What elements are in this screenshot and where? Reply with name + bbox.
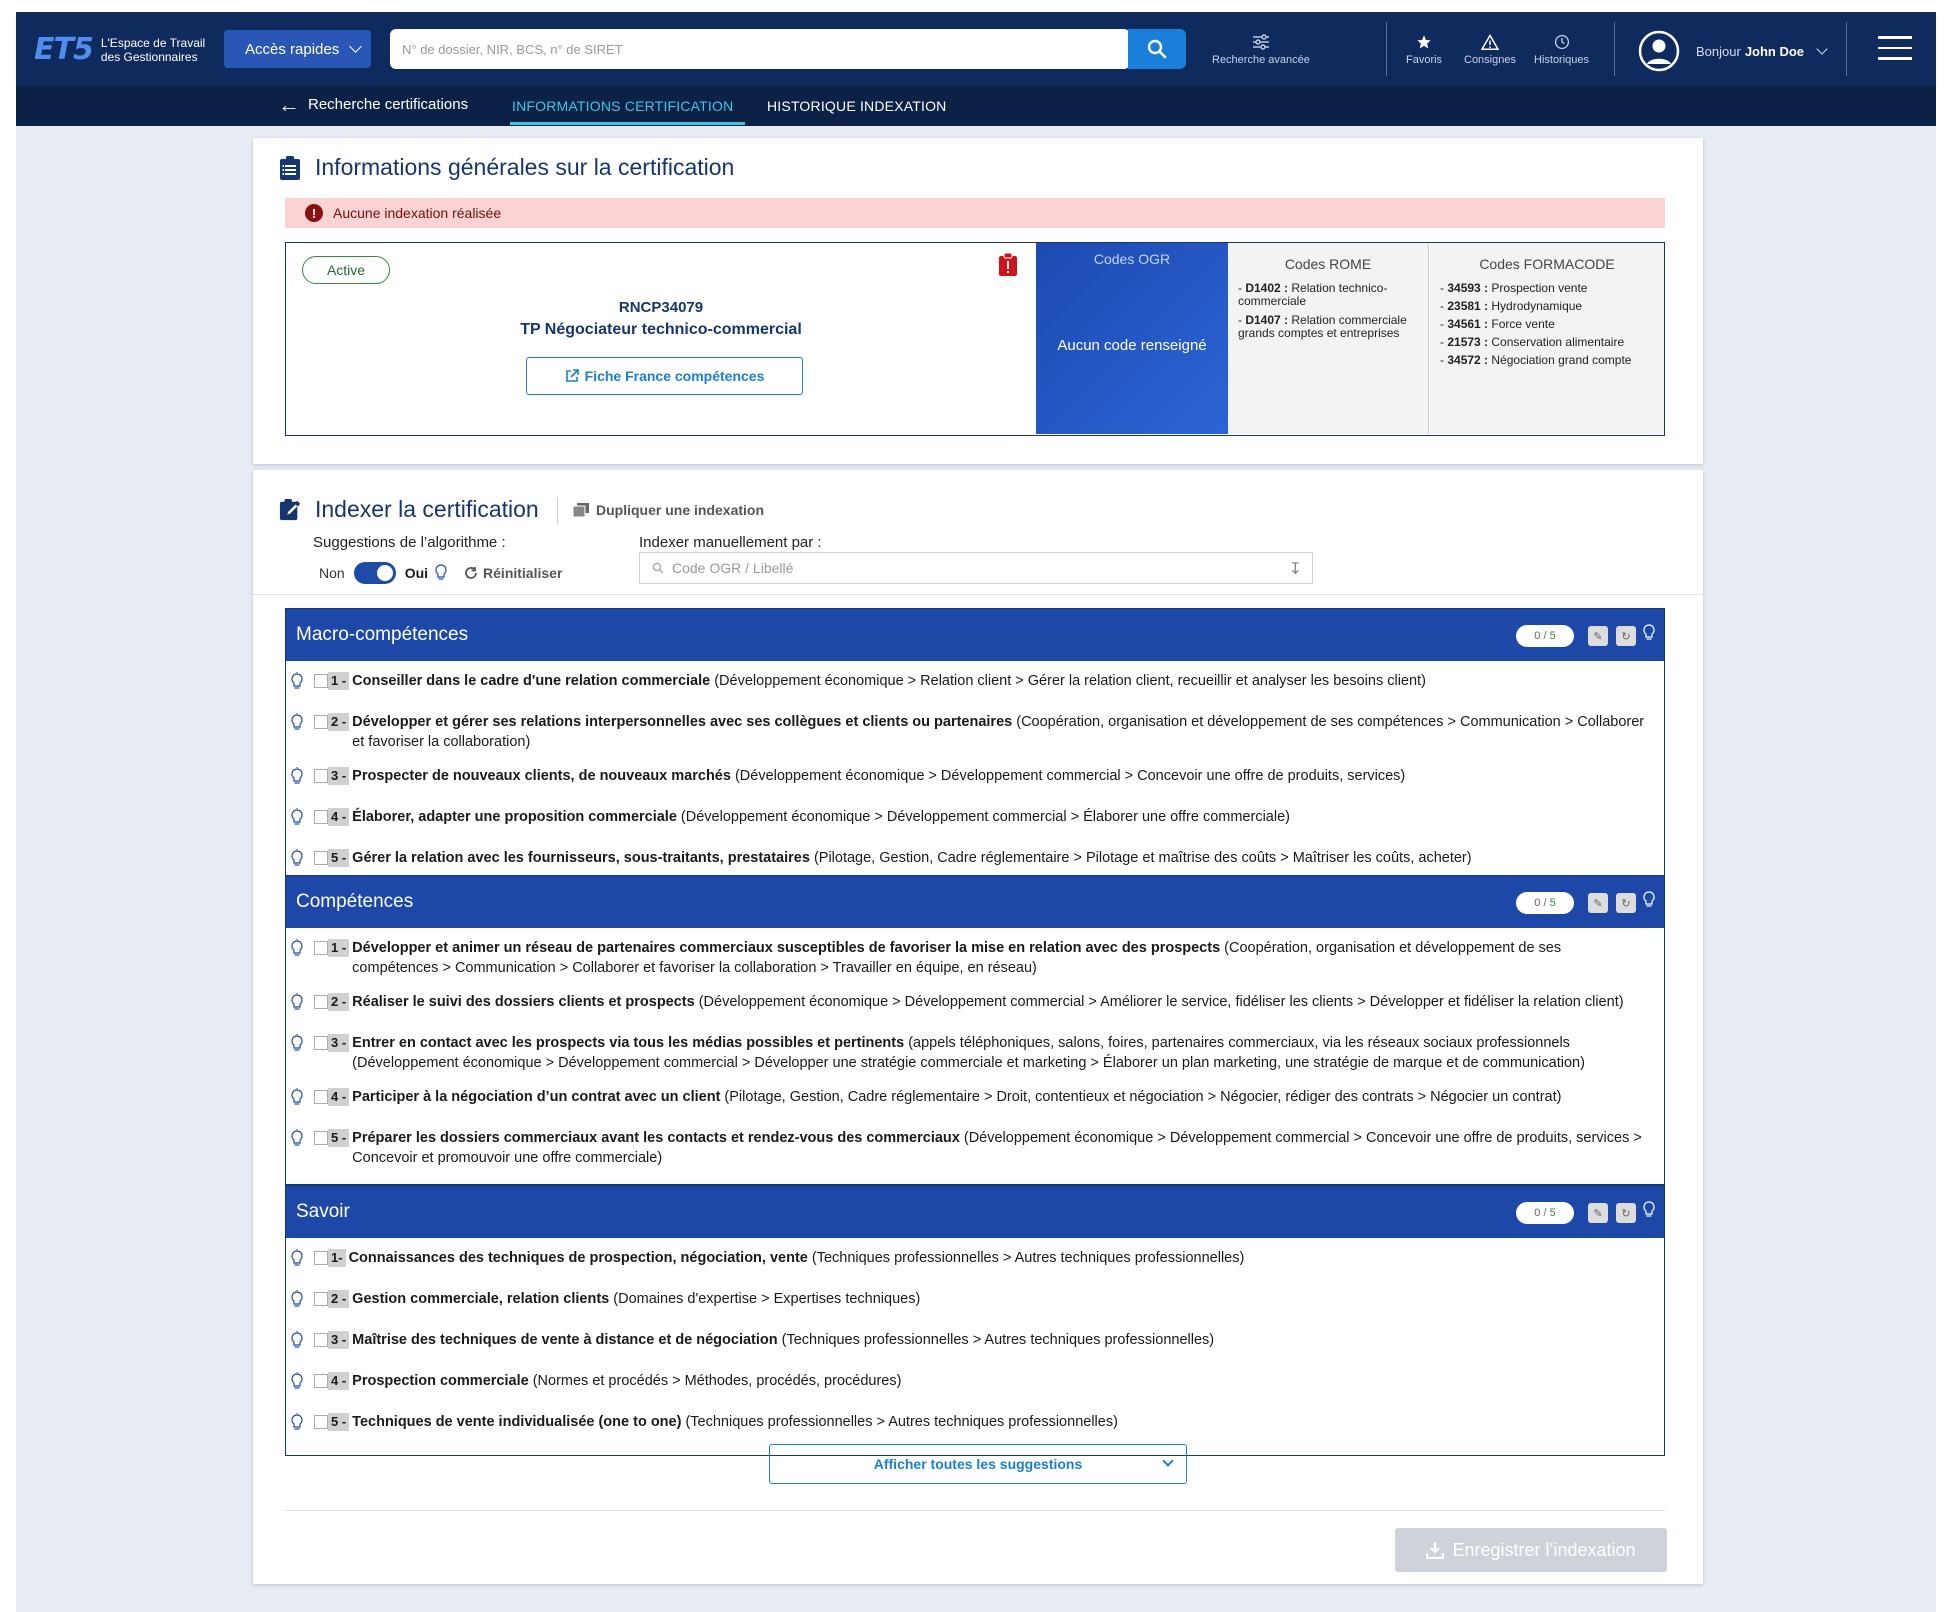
item-path: (Techniques professionnelles > Autres techniques professionnelles): [807, 1250, 1245, 1266]
logo-line-2: des Gestionnaires: [100, 49, 198, 64]
panel-header: [286, 609, 1664, 661]
quick-access-button[interactable]: [224, 30, 371, 68]
historiques-link[interactable]: [1534, 34, 1589, 66]
item-path: (Développement économique > Développement commercial > Concevoir une offre de produits, services): [730, 768, 1406, 784]
search-icon: [652, 562, 664, 574]
lightbulb-icon: [290, 939, 310, 965]
item-label: Développer et animer un réseau de partenaires commerciaux susceptibles de favoriser la mise en relation avec des prospects: [352, 940, 1221, 956]
edit-icon[interactable]: ✎: [1588, 893, 1608, 913]
list-item: [290, 1330, 1650, 1357]
back-label: Recherche certifications: [308, 96, 469, 113]
tab-informations-certification[interactable]: INFORMATIONS CERTIFICATION: [512, 98, 734, 114]
item-path: (Développement économique > Développement commercial > Améliorer le service, fidéliser les clients > Développer et fidéliser la relation client): [694, 994, 1624, 1010]
sliders-icon: [1252, 34, 1270, 50]
refresh-icon: [464, 566, 478, 580]
item-checkbox[interactable]: [314, 941, 328, 955]
item-path: (Coopération, organisation et développement de ses compétences > Communication > Collaborer et favoriser la collaboration): [352, 714, 1645, 750]
status-badge: Active: [302, 256, 390, 284]
lightbulb-icon: [290, 849, 310, 875]
sub-navigation: [16, 86, 1936, 126]
item-checkbox[interactable]: [314, 769, 328, 783]
indexer-card: [253, 470, 1703, 1584]
item-text: [349, 766, 1405, 786]
selection-counter: 0 / 5: [1516, 625, 1574, 647]
lightbulb-icon: [290, 808, 310, 834]
clipboard-list-icon: [279, 156, 301, 180]
item-checkbox[interactable]: [314, 674, 328, 688]
indexer-heading: [279, 496, 539, 523]
save-label: Enregistrer l’indexation: [1452, 1539, 1636, 1560]
item-path: (Domaines d'expertise > Expertises techniques): [609, 1291, 921, 1307]
algo-suggestions-label: Suggestions de l’algorithme :: [313, 534, 506, 551]
lightbulb-icon: [290, 1088, 310, 1114]
algo-toggle-row: [319, 562, 562, 584]
selection-counter: 0 / 5: [1516, 892, 1574, 914]
item-checkbox[interactable]: [314, 1036, 328, 1050]
item-number: 5 -: [328, 1413, 349, 1431]
user-menu[interactable]: [1638, 30, 1826, 72]
general-info-title: Informations générales sur la certification: [315, 154, 735, 180]
tab-historique-indexation[interactable]: HISTORIQUE INDEXATION: [767, 98, 947, 114]
panel-title: Compétences: [296, 891, 414, 912]
item-number: 5 -: [328, 849, 349, 867]
item-number: 1 -: [328, 939, 349, 957]
logo-line-1: L'Espace de Travail: [100, 35, 206, 50]
divider: [285, 1510, 1665, 1511]
clipboard-alert-icon[interactable]: [998, 253, 1018, 277]
list-item: [290, 938, 1650, 978]
fiche-label: Fiche France compétences: [584, 368, 765, 384]
item-number: 2 -: [328, 1290, 349, 1308]
lightbulb-icon: [290, 767, 310, 793]
item-number: 3 -: [328, 1034, 349, 1052]
historiques-label: Historiques: [1534, 54, 1590, 66]
show-all-label: Afficher toutes les suggestions: [873, 1456, 1083, 1472]
item-text: [349, 671, 1426, 691]
lightbulb-icon: [290, 1129, 310, 1155]
rome-codes-panel: [1228, 243, 1429, 434]
list-item: [290, 992, 1650, 1019]
item-checkbox[interactable]: [314, 715, 328, 729]
formacode-item: - 34593 : Prospection vente: [1440, 281, 1588, 295]
item-number: 4 -: [328, 1372, 349, 1390]
general-info-heading: [279, 154, 734, 181]
item-number: 4 -: [328, 808, 349, 826]
top-bar: [16, 12, 1936, 86]
item-path: (Coopération, organisation et développement de ses compétences > Communication > Collaborer et favoriser la collaboration > Travailler en équipe, en réseau): [352, 940, 1562, 976]
greeting-text: Bonjour: [1696, 43, 1741, 59]
item-checkbox[interactable]: [314, 810, 328, 824]
item-text: [349, 807, 1290, 827]
lightbulb-icon: [290, 1290, 310, 1316]
clipboard-edit-icon: [279, 498, 301, 522]
toggle-oui-label: Oui: [404, 565, 429, 581]
item-checkbox[interactable]: [314, 1415, 328, 1429]
rome-title: Codes ROME: [1284, 256, 1372, 272]
logo-mark: ET5: [34, 32, 93, 67]
advanced-search-label: Recherche avancée: [1212, 54, 1310, 66]
item-number: 3 -: [328, 767, 349, 785]
item-path: (Développement économique > Développement commercial > Élaborer une offre commerciale): [676, 809, 1290, 825]
lightbulb-icon: [290, 672, 310, 698]
formacode-panel: [1430, 243, 1664, 434]
list-item: [290, 1128, 1650, 1168]
item-checkbox[interactable]: [314, 1251, 328, 1265]
divider: [253, 594, 1703, 595]
item-text: [349, 992, 1623, 1012]
lightbulb-icon: [434, 563, 448, 583]
list-item: [290, 1289, 1650, 1316]
refresh-icon[interactable]: ↻: [1616, 1203, 1636, 1223]
item-text: [349, 1371, 901, 1391]
algo-suggestions-toggle[interactable]: [354, 562, 396, 584]
rome-item: - D1407 : Relation commerciale grands comptes et entreprises: [1238, 313, 1407, 340]
chevron-down-icon: [1162, 1455, 1173, 1466]
item-text: [346, 1248, 1245, 1268]
divider: [557, 498, 558, 524]
ogr-title: Codes OGR: [1093, 251, 1171, 267]
macro-competences-panel: [285, 608, 1665, 892]
item-text: [349, 1128, 1650, 1168]
reset-label: Réinitialiser: [483, 565, 563, 581]
lightbulb-icon: [290, 713, 310, 739]
save-indexation-button[interactable]: [1395, 1528, 1667, 1572]
formacode-item: - 21573 : Conservation alimentaire: [1440, 335, 1625, 349]
item-text: [349, 1330, 1214, 1350]
manual-index-input[interactable]: [639, 552, 1313, 584]
item-checkbox[interactable]: [314, 851, 328, 865]
item-label: Prospection commerciale: [352, 1373, 529, 1389]
item-text: [349, 1033, 1650, 1073]
list-item: [290, 1087, 1650, 1114]
duplicate-indexation-button[interactable]: [573, 502, 764, 518]
lightbulb-icon: [290, 993, 310, 1019]
item-label: Développer et gérer ses relations interpersonnelles avec ses collègues et clients ou partenaires: [352, 714, 1013, 730]
item-label: Gestion commerciale, relation clients: [352, 1291, 610, 1307]
item-checkbox[interactable]: [314, 1131, 328, 1145]
star-icon: [1415, 34, 1433, 50]
no-index-alert: [285, 198, 1665, 228]
fiche-france-competences-button[interactable]: [526, 357, 803, 395]
formacode-item: - 34572 : Négociation grand compte: [1440, 353, 1632, 367]
item-label: Gérer la relation avec les fournisseurs, sous-traitants, prestataires: [352, 850, 810, 866]
divider: [1386, 22, 1387, 76]
selection-counter: 0 / 5: [1516, 1202, 1574, 1224]
item-path: (Techniques professionnelles > Autres techniques professionnelles): [777, 1332, 1215, 1348]
warning-icon: [1481, 34, 1499, 50]
list-item: [290, 1033, 1650, 1073]
general-info-card: [253, 138, 1703, 464]
show-all-suggestions-button[interactable]: [769, 1444, 1187, 1484]
list-item: [290, 848, 1650, 875]
search-input[interactable]: [390, 29, 1090, 69]
edit-icon[interactable]: ✎: [1588, 626, 1608, 646]
app-logo[interactable]: [34, 32, 205, 67]
sort-icon[interactable]: ↧: [1288, 561, 1302, 578]
active-tab-indicator: [510, 122, 745, 125]
manual-index-placeholder: Code OGR / Libellé: [672, 560, 794, 576]
item-path: (Pilotage, Gestion, Cadre réglementaire > Droit, contentieux et négociation > Négocier, rédiger des contrats > Négocier un contrat): [720, 1089, 1562, 1105]
user-name: John Doe: [1744, 43, 1805, 59]
item-path: (Techniques professionnelles > Autres techniques professionnelles): [681, 1414, 1118, 1430]
item-checkbox[interactable]: [314, 995, 328, 1009]
item-checkbox[interactable]: [314, 1292, 328, 1306]
refresh-icon[interactable]: ↻: [1616, 893, 1636, 913]
item-label: Participer à la négociation d’un contrat avec un client: [352, 1089, 721, 1105]
item-checkbox[interactable]: [314, 1374, 328, 1388]
item-text: [349, 1412, 1118, 1432]
panel-rows: [286, 661, 1664, 891]
list-item: [290, 671, 1650, 698]
item-text: [349, 712, 1650, 752]
item-number: 2 -: [328, 713, 349, 731]
list-item: [290, 766, 1650, 793]
panel-header: [286, 1186, 1664, 1238]
item-text: [349, 1087, 1561, 1107]
search-icon: [1147, 39, 1167, 59]
item-number: 2 -: [328, 993, 349, 1011]
edit-icon[interactable]: ✎: [1588, 1203, 1608, 1223]
panel-header: [286, 876, 1664, 928]
arrow-left-icon: ←: [278, 91, 300, 117]
lightbulb-icon: [290, 1331, 310, 1357]
list-item: [290, 712, 1650, 752]
item-label: Conseiller dans le cadre d'une relation commerciale: [352, 673, 711, 689]
item-text: [349, 938, 1650, 978]
panel-rows: [286, 928, 1664, 1184]
certification-summary: [285, 242, 1665, 436]
search-button[interactable]: [1128, 29, 1186, 69]
divider: [1846, 22, 1847, 76]
item-checkbox[interactable]: [314, 1090, 328, 1104]
list-item: [290, 1412, 1650, 1439]
item-path: (Développement économique > Relation client > Gérer la relation client, recueillir et analyser les besoins client): [710, 673, 1426, 689]
favoris-link[interactable]: [1406, 34, 1442, 66]
lightbulb-icon: [290, 1372, 310, 1398]
item-number: 1 -: [328, 672, 349, 690]
user-avatar-icon: [1638, 30, 1680, 72]
lightbulb-icon: [290, 1249, 310, 1275]
alert-text: Aucune indexation réalisée: [333, 205, 502, 221]
chevron-down-icon: [349, 40, 362, 53]
back-link[interactable]: [278, 91, 469, 117]
list-item: [290, 1371, 1650, 1398]
item-text: [349, 1289, 920, 1309]
lightbulb-icon: [290, 1413, 310, 1439]
external-link-icon: [565, 369, 579, 383]
advanced-search-link[interactable]: [1212, 34, 1310, 66]
item-text: [349, 848, 1471, 868]
toggle-non-label: Non: [319, 565, 345, 581]
refresh-icon[interactable]: ↻: [1616, 626, 1636, 646]
item-number: 4 -: [328, 1088, 349, 1106]
exclamation-icon: !: [305, 204, 323, 222]
ogr-codes-panel: [1036, 243, 1228, 434]
item-path: (Normes et procédés > Méthodes, procédés, procédures): [528, 1373, 902, 1389]
clock-icon: [1554, 34, 1570, 50]
reset-button[interactable]: [464, 565, 562, 581]
manual-index-label: Indexer manuellement par :: [639, 534, 822, 551]
panel-title: Savoir: [296, 1201, 350, 1222]
item-label: Maîtrise des techniques de vente à distance et de négociation: [352, 1332, 778, 1348]
formacode-item: - 34561 : Force vente: [1440, 317, 1555, 331]
item-checkbox[interactable]: [314, 1333, 328, 1347]
formacode-item: - 23581 : Hydrodynamique: [1440, 299, 1583, 313]
search-bar: [390, 29, 1130, 69]
lightbulb-icon: [290, 1034, 310, 1060]
download-icon: [1426, 1541, 1444, 1559]
item-number: 5 -: [328, 1129, 349, 1147]
quick-access-label: Accès rapides: [245, 40, 340, 58]
item-label: Préparer les dossiers commerciaux avant les contacts et rendez-vous des commerciaux: [352, 1130, 960, 1146]
item-label: Entrer en contact avec les prospects via tous les médias possibles et pertinents: [352, 1035, 905, 1051]
copy-icon: [573, 503, 589, 517]
item-label: Techniques de vente individualisée (one to one): [352, 1414, 682, 1430]
item-label: Élaborer, adapter une proposition commerciale: [352, 809, 677, 825]
lightbulb-icon[interactable]: [1642, 890, 1656, 912]
chevron-down-icon: [1816, 43, 1827, 54]
consignes-label: Consignes: [1464, 54, 1516, 66]
item-path: (Développement économique > Développement commercial > Concevoir une offre de produits, services > Concevoir et promouvoir une offre commerciale): [352, 1130, 1642, 1166]
savoir-panel: [285, 1185, 1665, 1456]
item-number: 3 -: [328, 1331, 349, 1349]
item-path: (Pilotage, Gestion, Cadre réglementaire > Pilotage et maîtrise des coûts > Maîtriser les coûts, acheter): [809, 850, 1472, 866]
item-number: 1-: [328, 1249, 346, 1267]
item-label: Prospecter de nouveaux clients, de nouveaux marchés: [352, 768, 731, 784]
item-path: (appels téléphoniques, salons, foires, partenaires commerciaux, via les réseaux sociaux professionnels (Développement économique > Développement commercial > Développer une stratégie commerciale et marketing > Élaborer un plan marketing, une stratégie de marque et de communication): [352, 1035, 1585, 1071]
consignes-link[interactable]: [1464, 34, 1516, 66]
lightbulb-icon[interactable]: [1642, 623, 1656, 645]
favoris-label: Favoris: [1406, 54, 1443, 66]
lightbulb-icon[interactable]: [1642, 1200, 1656, 1222]
list-item: [290, 807, 1650, 834]
competences-panel: [285, 875, 1665, 1185]
rome-item: - D1402 : Relation technico-commerciale: [1238, 281, 1388, 308]
ogr-value: Aucun code renseigné: [1057, 337, 1207, 354]
panel-rows: [286, 1238, 1664, 1455]
certification-name: TP Négociateur technico-commercial: [520, 321, 802, 338]
list-item: [290, 1248, 1650, 1275]
item-label: Réaliser le suivi des dossiers clients et prospects: [352, 994, 695, 1010]
duplicate-label: Dupliquer une indexation: [596, 502, 765, 518]
rncp-code: RNCP34079: [618, 299, 704, 316]
hamburger-menu-icon[interactable]: [1878, 36, 1912, 68]
indexer-title: Indexer la certification: [315, 496, 539, 522]
panel-title: Macro-compétences: [296, 624, 469, 645]
divider: [1614, 22, 1615, 76]
formacode-title: Codes FORMACODE: [1479, 256, 1615, 272]
item-label: Connaissances des techniques de prospection, négociation, vente: [348, 1250, 808, 1266]
